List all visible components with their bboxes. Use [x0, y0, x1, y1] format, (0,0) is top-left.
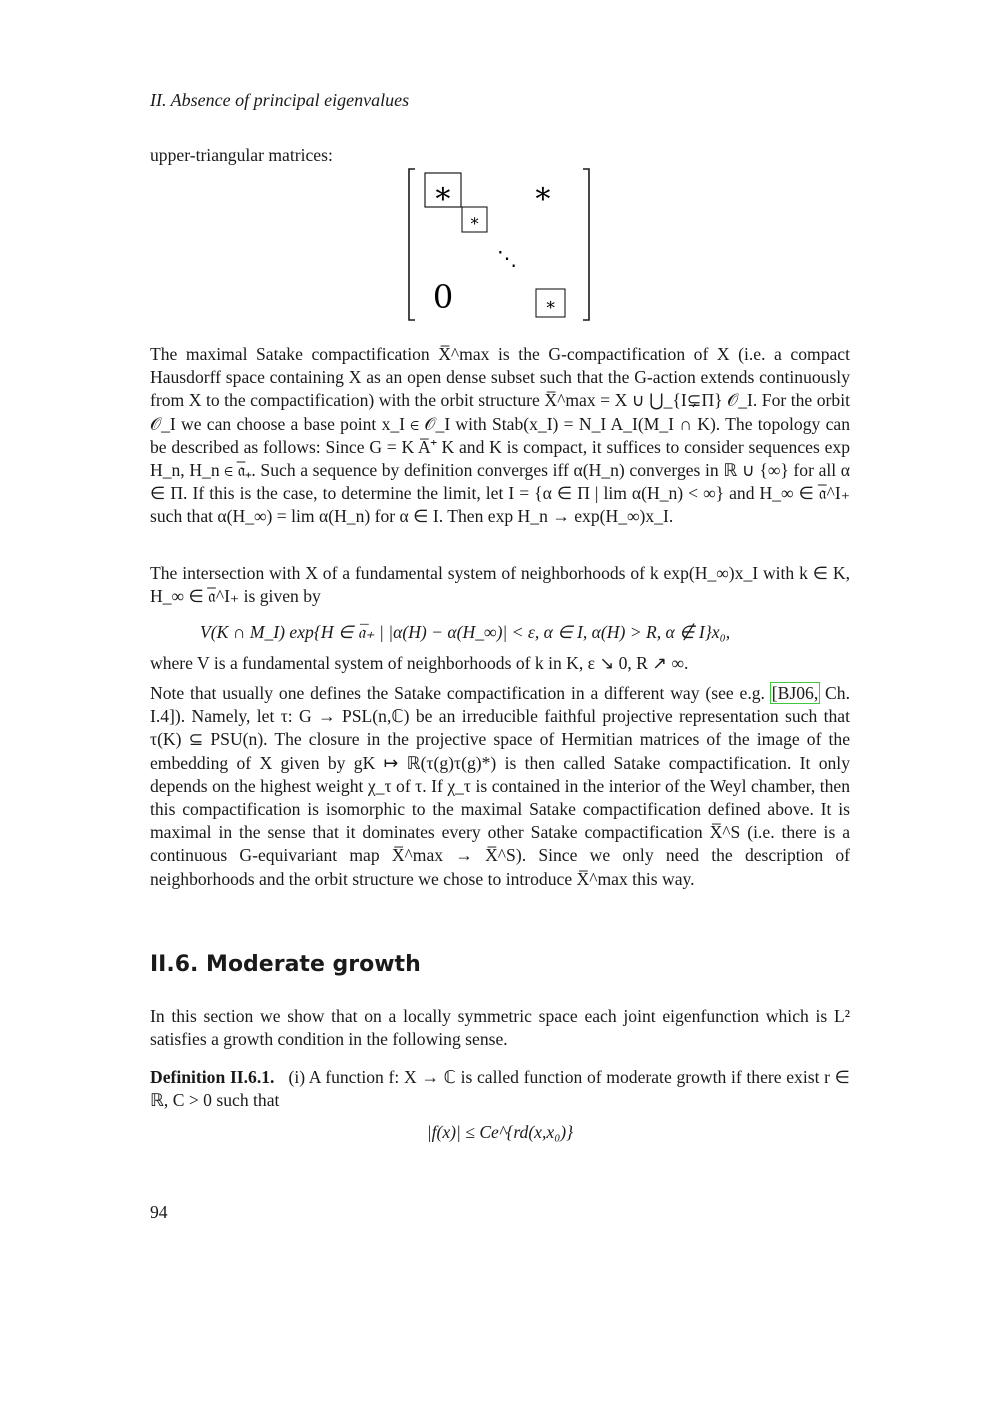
running-head: II. Absence of principal eigenvalues: [150, 90, 410, 110]
definition: [150, 1066, 850, 1112]
definition-body: (i) A function f: X → ℂ is called function of moderate growth if there exist r ∈ ℝ, C > 0 such that: [150, 1067, 850, 1111]
paragraph-neighborhoods: The intersection with X of a fundamental system of neighborhoods of k exp(H_∞)x_I with k ∈ K, H_∞ ∈ 𝔞̅^I₊ is given by: [150, 563, 850, 607]
paragraph-note: [150, 682, 850, 891]
display-equation-growth: |f(x)| ≤ Ce^{rd(x,x₀)}: [426, 1122, 574, 1142]
page-number: 94: [150, 1202, 168, 1222]
citation-link[interactable]: [BJ06,: [771, 683, 819, 703]
matrix-top-left: ∗: [432, 176, 454, 211]
paragraph-satake: The maximal Satake compactification X̅^max is the G-compactification of X (i.e. a compact Hausdorff space containing X as an open dense subset such that the G-action extends continuously from X to the compactification) with the orbit structure X̅^max = X ∪ ⋃_{I⊊Π} 𝒪_I. For the orbit 𝒪_I we can choose a base point x_I ∈ 𝒪_I with Stab(x_I) = N_I A_I(M_I ∩ K). The topology can be described as follows: Since G = K A̅⁺ K and K is compact, it suffices to consider sequences exp H_n, H_n ∈ 𝔞̅₊. Such a sequence by definition converges iff α(H_n) converges in ℝ ∪ {∞} for all α ∈ Π. If this is the case, to determine the limit, let I = {α ∈ Π | lim α(H_n) < ∞} and H_∞ ∈ 𝔞̅^I₊ such that α(H_∞) = lim α(H_n) for α ∈ I. Then exp H_n → exp(H_∞)x_I.: [150, 344, 850, 527]
definition-head: Definition II.6.1.: [150, 1067, 275, 1087]
section-title: II.6. Moderate growth: [150, 952, 421, 977]
matrix-second-block: ∗: [469, 211, 480, 230]
matrix-upper-right: ∗: [532, 176, 554, 211]
paragraph-where: where V is a fundamental system of neighborhoods of k in K, ε ↘ 0, R ↗ ∞.: [150, 653, 689, 673]
intro-label: upper-triangular matrices:: [150, 145, 333, 165]
note-text-rest: Ch. I.4]). Namely, let τ: G → PSL(n,ℂ) be an irreducible faithful projective representation such that τ(K) ⊆ PSU(n). The closure in the projective space of Hermitian matrices of the image of the embedding of X given by gK ↦ ℝ(τ(g)τ(g)*) is then called Satake compactification. It only depends on the highest weight χ_τ of τ. If χ_τ is contained in the interior of the Weyl chamber, then this compactification is isomorphic to the maximal Satake compactification defined above. It is maximal in the sense that it dominates every other Satake compactification X̅^S (i.e. there is a continuous G-equivariant map X̅^max → X̅^S). Since we only need the description of neighborhoods and the orbit structure we chose to introduce X̅^max this way.: [150, 683, 850, 889]
note-text-start: Note that usually one defines the Satake compactification in a different way (see e.g.: [150, 683, 771, 703]
paragraph-section-intro: In this section we show that on a locally symmetric space each joint eigenfunction which is L² satisfies a growth condition in the following sense.: [150, 1006, 850, 1050]
matrix-lower-left: 0: [432, 278, 454, 316]
upper-triangular-matrix: [405, 165, 595, 325]
matrix-dots: ⋱: [497, 246, 517, 270]
display-equation-neighborhoods: V(K ∩ M_I) exp{H ∈ 𝔞̅₊ | |α(H) − α(H_∞)| < ε, α ∈ I, α(H) > R, α ∉ I}x₀,: [200, 622, 731, 642]
matrix-last-block: ∗: [544, 295, 557, 315]
